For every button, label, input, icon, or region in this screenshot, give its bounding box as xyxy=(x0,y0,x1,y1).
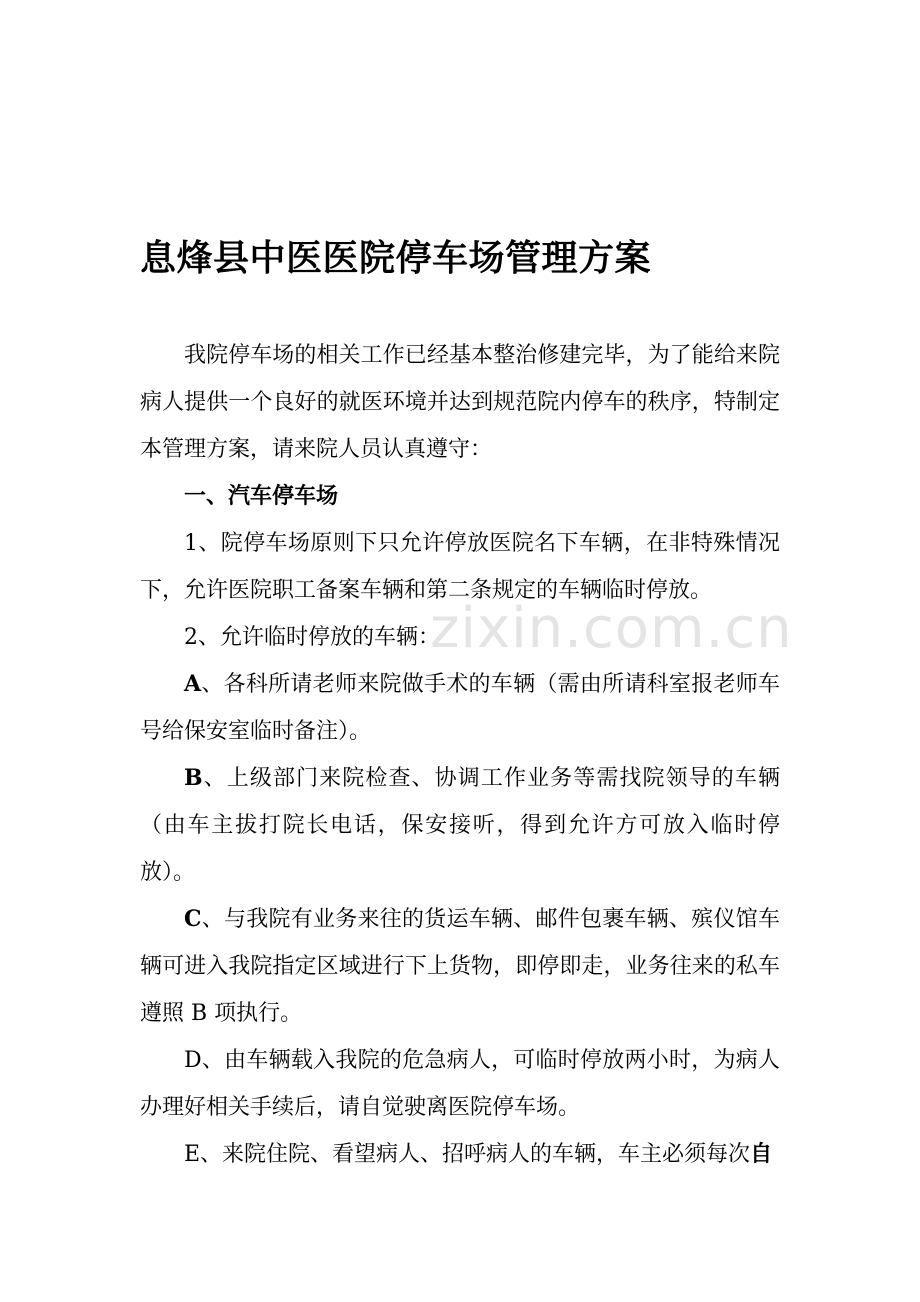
watermark-text: zixin.com.cn xyxy=(430,596,793,661)
sub-item-d: D、由车辆载入我院的危急病人，可临时停放两小时，为病人办理好相关手续后，请自觉驶离医院停车场。 xyxy=(140,1048,780,1120)
sub-item-a-label: A xyxy=(184,671,202,697)
sub-item-a xyxy=(140,661,780,755)
sub-item-c-label: C xyxy=(184,906,202,932)
section-heading xyxy=(140,473,780,520)
sub-item-b-label: B xyxy=(184,765,203,791)
section-heading-text: 一、汽车停车场 xyxy=(184,483,339,509)
sub-item-e xyxy=(140,1131,780,1178)
document-body xyxy=(140,332,780,1178)
intro-paragraph: 我院停车场的相关工作已经基本整治修建完毕，为了能给来院病人提供一个良好的就医环境并达到规范院内停车的秩序，特制定本管理方案，请来院人员认真遵守： xyxy=(140,343,780,462)
item-2-paragraph: 2、允许临时停放的车辆： xyxy=(184,625,440,650)
sub-item-e-bold-tail: 自 xyxy=(750,1141,773,1167)
sub-item-a-text: 、各科所请老师来院做手术的车辆（需由所请科室报老师车号给保安室临时备注）。 xyxy=(140,672,780,744)
sub-item-e-text: E、来院住院、看望病人、招呼病人的车辆，车主必须每次 xyxy=(184,1142,751,1167)
sub-item-b-text: 、上级部门来院检查、协调工作业务等需找院领导的车辆（由车主拔打院长电话，保安接听，得到允许方可放入临时停放）。 xyxy=(140,766,780,885)
sub-item-c-text: 、与我院有业务来往的货运车辆、邮件包裹车辆、殡仪馆车辆可进入我院指定区域进行下上货物，即停即走，业务往来的私车遵照 B 项执行。 xyxy=(140,907,780,1026)
sub-item-c xyxy=(140,896,780,1037)
sub-item-b xyxy=(140,755,780,896)
document-title: 息烽县中医医院停车场管理方案 xyxy=(140,238,652,279)
item-1-paragraph: 1、院停车场原则下只允许停放医院名下车辆，在非特殊情况下，允许医院职工备案车辆和第二条规定的车辆临时停放。 xyxy=(140,531,780,603)
